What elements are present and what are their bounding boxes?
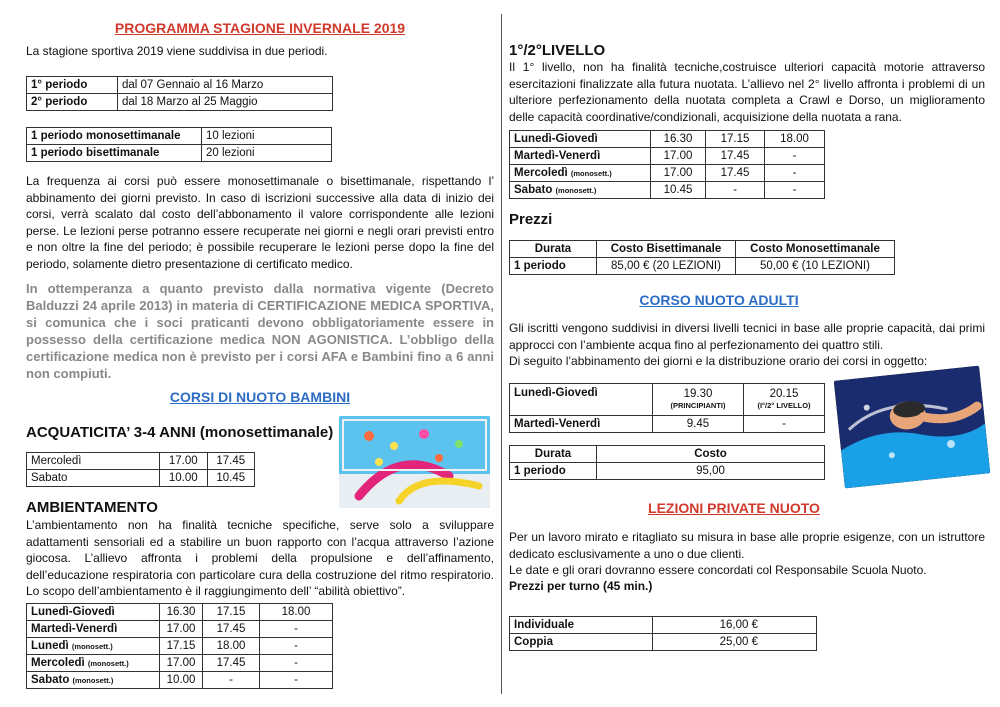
price-cell: 95,00	[597, 463, 825, 480]
acquaticita-table	[26, 452, 255, 487]
acquaticita-title: ACQUATICITA’ 3-4 ANNI (monosettimanale)	[26, 424, 334, 441]
frequency-label: 1 periodo monosettimanale	[27, 128, 202, 145]
period-label: 1° periodo	[27, 77, 118, 94]
price-cell: 50,00 € (10 LEZIONI)	[736, 258, 895, 275]
time-cell: 17.00	[651, 148, 706, 165]
level-table	[509, 130, 825, 199]
frequency-table	[26, 127, 332, 162]
time-cell: 17.00	[160, 655, 203, 672]
intro-text: La stagione sportiva 2019 viene suddivisa in due periodi.	[26, 44, 328, 58]
time-cell	[653, 384, 744, 416]
lesson-type-cell: Individuale	[510, 617, 653, 634]
day-cell	[27, 672, 160, 689]
table-row	[510, 241, 895, 258]
time-cell: 17.15	[160, 638, 203, 655]
time-cell: 17.45	[706, 165, 765, 182]
time-cell: -	[765, 182, 825, 199]
time-cell: 16.30	[160, 604, 203, 621]
private-lessons-text: Per un lavoro mirato e ritagliato su misura in base alle proprie esigenze, con un istruttore dedicato esclusivamente a uno o due clienti.	[509, 530, 985, 561]
table-row	[27, 604, 333, 621]
time-cell: 10.45	[207, 470, 255, 487]
day-label: Mercoledì	[31, 657, 85, 669]
table-row	[27, 672, 333, 689]
time-cell: 10.45	[651, 182, 706, 199]
adults-schedule-table	[509, 383, 825, 433]
table-row	[510, 384, 825, 416]
frequency-label: 1 periodo bisettimanale	[27, 145, 202, 162]
time-cell: -	[260, 655, 333, 672]
header-cell: Durata	[510, 446, 597, 463]
frequency-text: La frequenza ai corsi può essere monosettimanale o bisettimanale, rispettando l’ abbinamento dei giorni previsto. In caso di iscrizioni successive alla data di inizio dei corsi, verrà scalato dal costo dell’abbonamento il valore corrispondente alle lezioni perse. Le lezioni perse potranno essere recuperate nei giorni e negli orari previsti entro e non oltre la fine del periodo; è possibile recuperare le lezioni perse dopo la fine del periodo, solamente dietro presentazione di certificato medico.	[26, 174, 494, 271]
time-value: 19.30	[683, 387, 713, 400]
time-cell: 17.15	[203, 604, 260, 621]
private-lessons-title: LEZIONI PRIVATE NUOTO	[648, 500, 820, 516]
day-note: (monosett.)	[87, 659, 129, 668]
ambientamento-table	[26, 603, 333, 689]
page-title: PROGRAMMA STAGIONE INVERNALE 2019	[114, 20, 406, 36]
private-lessons-schedule-note: Le date e gli orari dovranno essere concordati col Responsabile Scuola Nuoto.	[509, 563, 927, 577]
time-cell: 18.00	[765, 131, 825, 148]
time-cell: -	[765, 148, 825, 165]
periods-table	[26, 76, 333, 111]
table-row	[510, 165, 825, 182]
header-cell: Costo Monosettimanale	[736, 241, 895, 258]
day-note: (monosett.)	[71, 642, 113, 651]
day-label: Mercoledì	[514, 167, 568, 179]
duration-cell: 1 periodo	[510, 463, 597, 480]
table-row	[27, 470, 255, 487]
time-cell: 18.00	[260, 604, 333, 621]
price-cell: 16,00 €	[653, 617, 817, 634]
table-row	[27, 621, 333, 638]
period-value: dal 18 Marzo al 25 Maggio	[118, 94, 333, 111]
time-cell: -	[765, 165, 825, 182]
swimmer-photo	[834, 366, 990, 489]
table-row	[510, 182, 825, 199]
day-label: Lunedì-Giovedì	[514, 133, 598, 145]
ambientamento-title: AMBIENTAMENTO	[26, 499, 158, 516]
price-cell: 85,00 € (20 LEZIONI)	[597, 258, 736, 275]
time-cell: 17.00	[651, 165, 706, 182]
level-title: 1°/2°LIVELLO	[509, 42, 606, 59]
prices-title: Prezzi	[509, 211, 553, 228]
time-cell: 17.00	[160, 453, 208, 470]
table-row	[27, 655, 333, 672]
time-cell: 17.45	[207, 453, 255, 470]
time-cell: -	[260, 672, 333, 689]
time-cell: -	[744, 416, 825, 433]
column-divider	[501, 14, 502, 694]
table-row	[27, 638, 333, 655]
table-row	[27, 145, 332, 162]
day-cell: Lunedì-Giovedì	[510, 384, 653, 416]
time-cell: -	[706, 182, 765, 199]
day-cell	[27, 604, 160, 621]
table-row	[510, 131, 825, 148]
day-cell: Mercoledì	[27, 453, 160, 470]
day-label: Martedì-Venerdì	[31, 623, 118, 635]
private-lessons-table	[509, 616, 817, 651]
time-cell: 18.00	[203, 638, 260, 655]
day-label: Lunedì-Giovedì	[31, 606, 115, 618]
table-row	[510, 416, 825, 433]
price-cell: 25,00 €	[653, 634, 817, 651]
day-label: Martedì-Venerdì	[514, 150, 601, 162]
adults-text: Gli iscritti vengono suddivisi in diversi livelli tecnici in base alle proprie capacità, dai primi approcci con l’ambiente acqua fino al perfezionamento dei quattro stili.	[509, 321, 985, 352]
table-row	[27, 453, 255, 470]
pool-toys-illustration	[339, 416, 490, 508]
time-cell: 17.00	[160, 621, 203, 638]
header-cell: Costo	[597, 446, 825, 463]
day-note: (monosett.)	[72, 676, 114, 685]
time-cell: 9.45	[653, 416, 744, 433]
table-row	[510, 446, 825, 463]
table-row	[27, 77, 333, 94]
table-row	[510, 634, 817, 651]
table-row	[27, 128, 332, 145]
time-value: 20.15	[769, 387, 799, 400]
time-cell: 16.30	[651, 131, 706, 148]
day-cell	[510, 131, 651, 148]
price-per-turn-label: Prezzi per turno (45 min.)	[509, 579, 653, 593]
table-row	[27, 94, 333, 111]
table-row	[510, 148, 825, 165]
day-cell	[510, 148, 651, 165]
frequency-value: 10 lezioni	[202, 128, 332, 145]
time-cell: 17.15	[706, 131, 765, 148]
day-note: (monosett.)	[570, 169, 612, 178]
period-value: dal 07 Gennaio al 16 Marzo	[118, 77, 333, 94]
level-note: (I°/2° LIVELLO)	[757, 400, 811, 410]
time-cell: 17.45	[203, 621, 260, 638]
period-label: 2° periodo	[27, 94, 118, 111]
time-cell: 17.45	[203, 655, 260, 672]
kids-courses-title: CORSI DI NUOTO BAMBINI	[169, 389, 351, 405]
time-cell	[744, 384, 825, 416]
adults-schedule-intro: Di seguito l’abbinamento dei giorni e la distribuzione orario dei corsi in oggetto:	[509, 354, 928, 368]
frequency-value: 20 lezioni	[202, 145, 332, 162]
header-cell: Durata	[510, 241, 597, 258]
header-cell: Costo Bisettimanale	[597, 241, 736, 258]
time-cell: -	[260, 638, 333, 655]
adults-course-title: CORSO NUOTO ADULTI	[639, 292, 799, 308]
day-note: (monosett.)	[555, 186, 597, 195]
day-cell: Martedì-Venerdì	[510, 416, 653, 433]
certification-text: In ottemperanza a quanto previsto dalla normativa vigente (Decreto Balduzzi 24 aprile 2013) in materia di CERTIFICAZIONE MEDICA SPORTIVA, si comunica che i soci praticanti devono obbligatoriamente essere in possesso della certificazione medica NON AGONISTICA. L’obbligo della certificazione medica non è previsto per i corsi AFA e Bambini fino a 6 anni non compiuti.	[26, 281, 494, 381]
day-cell	[510, 165, 651, 182]
day-cell: Sabato	[27, 470, 160, 487]
prices-table	[509, 240, 895, 275]
day-cell	[510, 182, 651, 199]
time-cell: 10.00	[160, 672, 203, 689]
adults-cost-table	[509, 445, 825, 480]
duration-cell: 1 periodo	[510, 258, 597, 275]
day-label: Lunedì	[31, 640, 69, 652]
swimmer-illustration	[834, 366, 990, 489]
day-cell	[27, 621, 160, 638]
level-note: (PRINCIPIANTI)	[670, 400, 726, 410]
lesson-type-cell: Coppia	[510, 634, 653, 651]
pool-toys-photo	[339, 416, 490, 508]
table-row	[510, 617, 817, 634]
time-cell: 10.00	[160, 470, 208, 487]
time-cell: 17.45	[706, 148, 765, 165]
ambientamento-text: L’ambientamento non ha finalità tecniche specifiche, serve solo a sviluppare adattamenti sensoriali ed a stabilire un buon rapporto con l’acqua attraverso l’azione giocosa. L’allievo affronta i problemi della propulsione e dell’affinamento, dell’educazione respiratoria con particolare cura della costruzione del ritmo respiratorio. Lo scopo dell’ambientamento è il raggiungimento dell’ “abilità obiettivo”.	[26, 518, 494, 598]
day-label: Sabato	[31, 674, 70, 686]
table-row	[510, 463, 825, 480]
table-row	[510, 258, 895, 275]
level-text: Il 1° livello, non ha finalità tecniche,costruisce ulteriori capacità motorie attraverso esercitazioni finalizzate alla futura nuotata. L’allievo nel 2° livello affronta i problemi di un ulteriore perfezionamento della nuotata completa a Crawl e Dorso, un miglioramento delle capacità coordinative/condizionali, acquisizione della nuotata a rana.	[509, 60, 985, 124]
day-cell	[27, 638, 160, 655]
time-cell: -	[203, 672, 260, 689]
time-cell: -	[260, 621, 333, 638]
day-cell	[27, 655, 160, 672]
day-label: Sabato	[514, 184, 553, 196]
